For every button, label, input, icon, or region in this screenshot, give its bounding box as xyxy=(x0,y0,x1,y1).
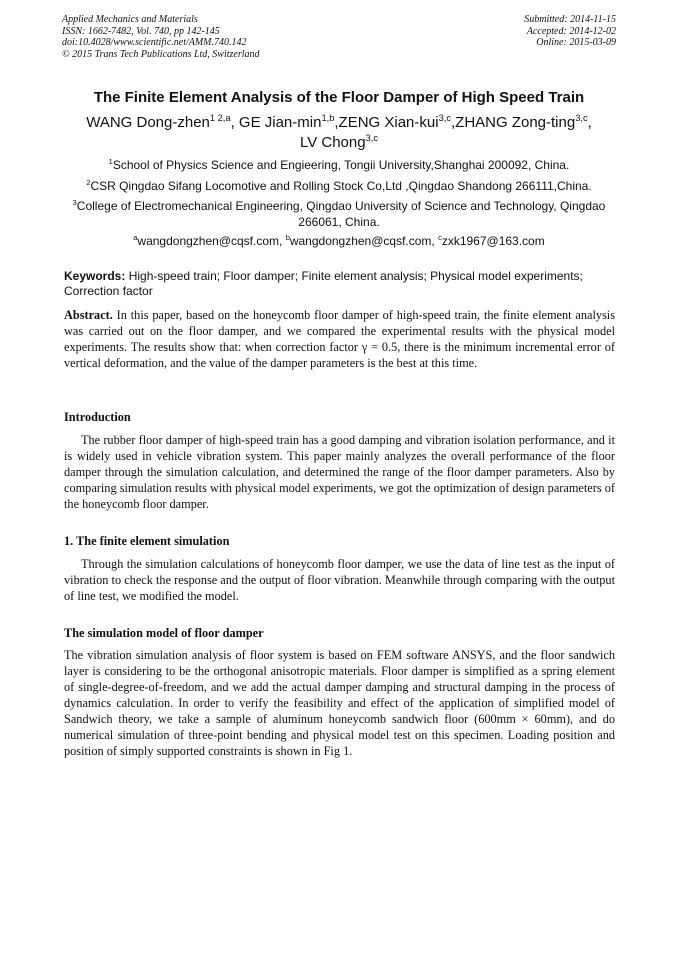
affiliation-text: College of Electromechanical Engineering, Qingdao University of Science and Technology, Qingdao 266061, China. xyxy=(76,199,606,229)
affiliation-sup: 1 xyxy=(108,157,113,166)
journal-issn: ISSN: 1662-7482, Vol. 740, pp 142-145 xyxy=(62,25,220,37)
author-sup: 3,c xyxy=(365,133,378,143)
journal-header-right xyxy=(524,14,616,49)
abstract xyxy=(64,307,615,371)
affiliation-1 xyxy=(60,157,618,173)
author-sup: 3,c xyxy=(575,113,588,123)
author-name: ZENG Xian-kui xyxy=(338,114,439,131)
introduction-paragraph: The rubber floor damper of high-speed train has a good damping and vibration isolation performance, and it is widely used in vehicle vibration system. This paper mainly analyzes the overall performance of the floor damper through the simulation calculation, and determined the range of the floor damper parameters. Also by comparing simulation results with physical model experiments, we got the optimization of design parameters of the honeycomb floor damper. xyxy=(64,433,615,511)
date-submitted: Submitted: 2014-11-15 xyxy=(524,14,616,25)
paper-title: The Finite Element Analysis of the Floor Damper of High Speed Train xyxy=(93,89,585,106)
email-sup: a xyxy=(133,233,138,242)
keywords-text: High-speed train; Floor damper; Finite element analysis; Physical model experiments; Correction factor xyxy=(64,269,583,298)
email-list xyxy=(60,233,618,249)
simulation-model-paragraph: The vibration simulation analysis of floor system is based on FEM software ANSYS, and the floor sandwich layer is considering to be the orthogonal anisotropic materials. Floor damper is simplified as a spring element of single-degree-of-freedom, and we add the actual damper damping and structural damping in the process of dynamics calculation. In order to verify the feasibility and effect of the application of simplified model of Sandwich theory, we take a sample of aluminum honeycomb sandwich floor (600mm × 60mm), and do numerical simulation of three-point bending and physical model test on this specimen. Loading position and position of simply supported constraints is shown in Fig 1. xyxy=(64,648,615,758)
email-link[interactable]: wangdongzhen@cqsf.com, xyxy=(289,234,439,248)
author-sup: 1 2,a xyxy=(209,113,231,123)
journal-header-left xyxy=(62,14,260,60)
affiliation-text: CSR Qingdao Sifang Locomotive and Rolling Stock Co,Ltd ,Qingdao Shandong 266111,China. xyxy=(90,179,592,193)
keywords xyxy=(64,269,616,299)
author-sep: , xyxy=(334,114,339,131)
affiliation-sup: 2 xyxy=(86,178,91,187)
abstract-text: In this paper, based on the honeycomb floor damper of high-speed train, the finite element analysis was carried out on the floor damper, and we compared the experimental results with the physical model experiments. The results show that: when correction factor γ = 0.5, there is the minimum incremental error of vertical deformation, and the value of the damper parameters is the best at this time. xyxy=(64,308,615,370)
journal-doi: doi:10.4028/www.scientific.net/AMM.740.142 xyxy=(62,37,247,48)
author-sep: , xyxy=(230,114,239,131)
journal-copyright: © 2015 Trans Tech Publications Ltd, Switzerland xyxy=(62,48,260,60)
affiliation-text: School of Physics Science and Engieering, Tongii University,Shanghai 200092, China. xyxy=(112,158,570,172)
section-heading-fe-simulation: 1. The finite element simulation xyxy=(64,534,230,548)
author-name: LV Chong xyxy=(299,134,366,151)
abstract-label: Abstract. xyxy=(64,308,113,322)
author-name: WANG Dong-zhen xyxy=(86,114,210,131)
email-link[interactable]: zxk1967@163.com xyxy=(441,234,545,248)
author-name: GE Jian-min xyxy=(238,114,322,131)
author-sup: 3,c xyxy=(438,113,451,123)
email-link[interactable]: wangdongzhen@cqsf.com, xyxy=(137,234,286,248)
email-sup: c xyxy=(438,233,442,242)
keywords-label: Keywords: xyxy=(64,269,126,283)
author-name: ZHANG Zong-ting xyxy=(455,114,576,131)
section-heading-simulation-model: The simulation model of floor damper xyxy=(64,626,264,640)
fe-simulation-paragraph: Through the simulation calculations of honeycomb floor damper, we use the data of line test as the input of vibration to check the response and the output of floor vibration. Meanwhile through comparing with the output of line test, we modified the model. xyxy=(64,557,615,603)
author-list xyxy=(50,113,628,153)
author-sup: 1,b xyxy=(321,113,335,123)
date-online: Online: 2015-03-09 xyxy=(536,37,616,48)
affiliation-sup: 3 xyxy=(72,198,77,207)
email-sup: b xyxy=(285,233,290,242)
affiliation-3 xyxy=(60,198,618,230)
affiliation-2 xyxy=(60,178,618,194)
journal-name: Applied Mechanics and Materials xyxy=(62,14,198,25)
author-sep: , xyxy=(587,114,592,131)
section-heading-introduction: Introduction xyxy=(64,410,131,424)
date-accepted: Accepted: 2014-12-02 xyxy=(526,25,616,37)
author-sep: , xyxy=(450,114,456,131)
